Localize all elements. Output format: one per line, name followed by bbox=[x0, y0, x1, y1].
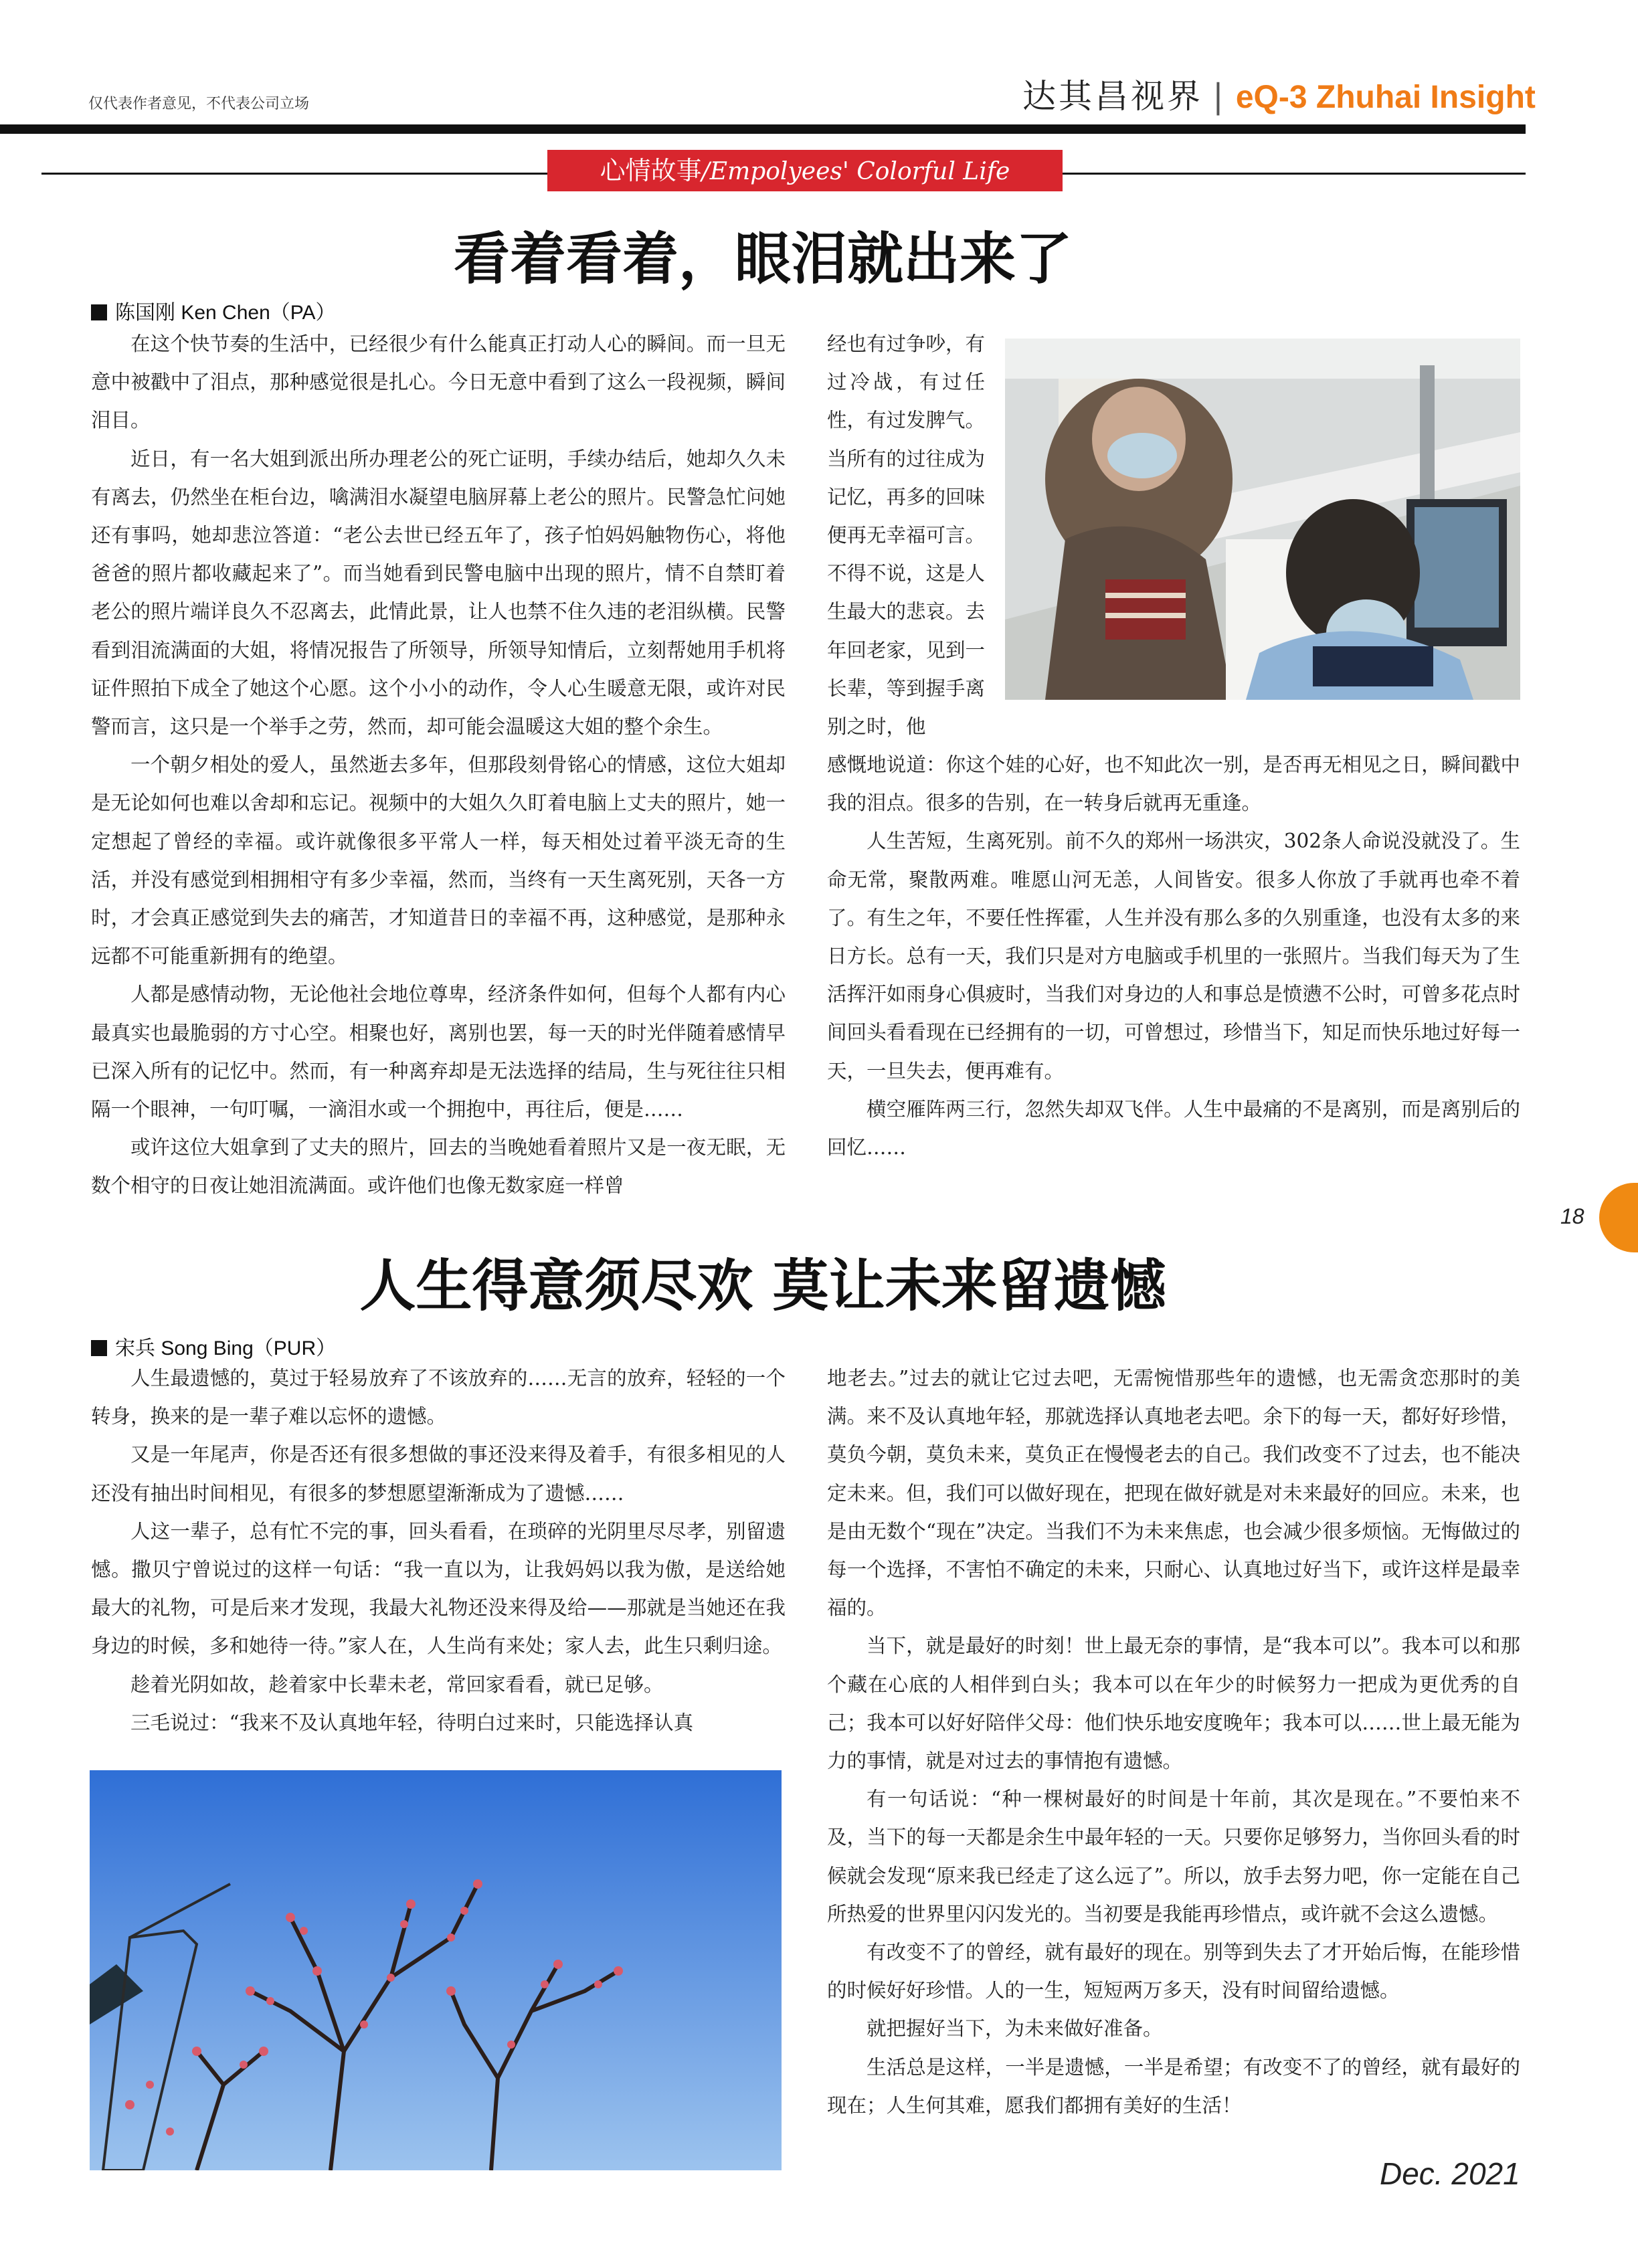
disclaimer: 仅代表作者意见，不代表公司立场 bbox=[88, 95, 310, 112]
paragraph: 当下，就是最好的时刻！世上最无奈的事情，是“我本可以”。我本可以和那个藏在心底的人相伴到白头；我本可以在年少的时候努力一把成为更优秀的自己；我本可以好好陪伴父母：他们快乐地安度晚年；我本可以……世上最无能为力的事情，就是对过去的事情抱有遗憾。 bbox=[827, 1634, 1520, 1773]
paragraph: 三毛说过：“我来不及认真地年轻，待明白过来时，只能选择认真 bbox=[130, 1711, 694, 1734]
article2-title: 人生得意须尽欢 莫让未来留遗憾 bbox=[359, 1252, 1166, 1319]
brand-en: eQ-3 Zhuhai Insight bbox=[1235, 80, 1536, 115]
paragraph: 经也有过争吵，有过冷战，有过任性，有过发脾气。当所有的过往成为记忆，再多的回味便再无幸福可言。不得不说，这是人生最大的悲哀。去年回老家，见到一长辈，等到握手离别之时，他 bbox=[827, 333, 986, 739]
article1-author: 陈国刚 Ken Chen（PA） bbox=[115, 302, 336, 324]
article1-left-column bbox=[91, 325, 786, 1206]
brand-cn: 达其昌视界 bbox=[1022, 77, 1203, 116]
paragraph: 人生最遗憾的，莫过于轻易放弃了不该放弃的……无言的放弃，轻轻的一个转身，换来的是一辈子难以忘怀的遗憾。 bbox=[91, 1367, 786, 1428]
section-tag-en: /Empolyees' Colorful Life bbox=[701, 158, 1010, 185]
article1-title: 看着看着，眼泪就出来了 bbox=[453, 225, 1072, 292]
police-station-photo bbox=[1005, 339, 1520, 700]
byline-square-icon bbox=[91, 1340, 107, 1356]
paragraph: 就把握好当下，为未来做好准备。 bbox=[867, 2017, 1163, 2041]
article1-right-column bbox=[827, 746, 1520, 1167]
page-number: 18 bbox=[1560, 1204, 1584, 1228]
paragraph: 趁着光阴如故，趁着家中长辈未老，常回家看看，就已足够。 bbox=[130, 1673, 664, 1696]
paragraph: 人这一辈子，总有忙不完的事，回头看看，在琐碎的光阴里尽尽孝，别留遗憾。撒贝宁曾说过的这样一句话：“我一直以为，让我妈妈以我为傲，是送给她最大的礼物，可是后来才发现，我最大礼物还没来得及给——那就是当她还在我身边的时候，多和她待一待。”家人在，人生尚有来处；家人去，此生只剩归途。 bbox=[91, 1519, 786, 1658]
masthead-brand bbox=[1022, 70, 1536, 118]
paragraph: 又是一年尾声，你是否还有很多想做的事还没来得及着手，有很多相见的人还没有抽出时间相见，有很多的梦想愿望渐渐成为了遗憾…… bbox=[91, 1443, 786, 1505]
header-rule bbox=[0, 124, 1526, 134]
paragraph: 有改变不了的曾经，就有最好的现在。别等到失去了才开始后悔，在能珍惜的时候好好珍惜。人的一生，短短两万多天，没有时间留给遗憾。 bbox=[827, 1941, 1520, 2002]
section-tag bbox=[547, 150, 1063, 191]
paragraph: 人生苦短，生离死别。前不久的郑州一场洪灾，302条人命说没就没了。生命无常，聚散两难。唯愿山河无恙，人间皆安。很多人你放了手就再也牵不着了。有生之年，不要任性挥霍，人生并没有那么多的久别重逢，也没有太多的来日方长。总有一天，我们只是对方电脑或手机里的一张照片。当我们每天为了生活挥汗如雨身心俱疲时，当我们对身边的人和事总是愤懑不公时，可曾多花点时间回头看看现在已经拥有的一切，可曾想过，珍惜当下，知足而快乐地过好每一天，一旦失去，便再难有。 bbox=[827, 830, 1520, 1082]
brand-separator: | bbox=[1212, 77, 1226, 116]
article1-byline bbox=[91, 296, 336, 325]
page-tab bbox=[1599, 1183, 1638, 1252]
paragraph: 生活总是这样，一半是遗憾，一半是希望；有改变不了的曾经，就有最好的现在；人生何其难，愿我们都拥有美好的生活！ bbox=[827, 2055, 1520, 2117]
article1-photo bbox=[1005, 339, 1520, 700]
paragraph: 一个朝夕相处的爱人，虽然逝去多年，但那段刻骨铭心的情感，这位大姐却是无论如何也难以舍却和忘记。视频中的大姐久久盯着电脑上丈夫的照片，她一定想起了曾经的幸福。或许就像很多平常人一样，每天相处过着平淡无奇的生活，并没有感觉到相拥相守有多少幸福，然而，当终有一天生离死别，天各一方时，才会真正感觉到失去的痛苦，才知道昔日的幸福不再，这种感觉，是那种永远都不可能重新拥有的绝望。 bbox=[91, 753, 786, 968]
article2-author: 宋兵 Song Bing（PUR） bbox=[115, 1337, 337, 1359]
article2-byline bbox=[91, 1331, 336, 1361]
paragraph: 横空雁阵两三行，忽然失却双飞伴。人生中最痛的不是离别，而是离别后的回忆…… bbox=[827, 1097, 1520, 1159]
paragraph: 地老去。”过去的就让它过去吧，无需惋惜那些年的遗憾，也无需贪恋那时的美满。来不及认真地年轻，那就选择认真地老去吧。余下的每一天，都好好珍惜，莫负今朝，莫负未来，莫负正在慢慢老去的自己。我们改变不了过去，也不能决定未来。但，我们可以做好现在，把现在做好就是对未来最好的回应。未来，也是由无数个“现在”决定。当我们不为未来焦虑，也会减少很多烦恼。无悔做过的每一个选择，不害怕不确定的未来，只耐心、认真地过好当下，或许这样是最幸福的。 bbox=[827, 1367, 1520, 1620]
paragraph: 在这个快节奏的生活中，已经很少有什么能真正打动人心的瞬间。而一旦无意中被戳中了泪点，那种感觉很是扎心。今日无意中看到了这么一段视频，瞬间泪目。 bbox=[91, 333, 786, 432]
blossom-trees-photo bbox=[90, 1770, 782, 2170]
article2-right-column bbox=[827, 1359, 1520, 2125]
paragraph: 近日，有一名大姐到派出所办理老公的死亡证明，手续办结后，她却久久未有离去，仍然坐在柜台边，噙满泪水凝望电脑屏幕上老公的照片。民警急忙问她还有事吗，她却悲泣答道：“老公去世已经五年了，孩子怕妈妈触物伤心，将他爸爸的照片都收藏起来了”。而当她看到民警电脑中出现的照片，情不自禁盯着老公的照片端详良久不忍离去，此情此景，让人也禁不住久违的老泪纵横。民警看到泪流满面的大姐，将情况报告了所领导，所领导知情后，立刻帮她用手机将证件照拍下成全了她这个心愿。这个小小的动作，令人心生暖意无限，或许对民警而言，这只是一个举手之劳，然而，却可能会温暖这大姐的整个余生。 bbox=[91, 447, 786, 739]
article1-right-narrow bbox=[827, 325, 985, 746]
paragraph: 人都是感情动物，无论他社会地位尊卑，经济条件如何，但每个人都有内心最真实也最脆弱的方寸心空。相聚也好，离别也罢，每一天的时光伴随着感情早已深入所有的记忆中。然而，有一种离弃却是无法选择的结局，生与死往往只相隔一个眼神，一句叮嘱，一滴泪水或一个拥抱中，再往后，便是…… bbox=[91, 983, 786, 1121]
paragraph: 感慨地说道：你这个娃的心好，也不知此次一别，是否再无相见之日，瞬间戳中我的泪点。很多的告别，在一转身后就再无重逢。 bbox=[827, 753, 1520, 815]
paragraph: 或许这位大姐拿到了丈夫的照片，回去的当晚她看着照片又是一夜无眠，无数个相守的日夜让她泪流满面。或许他们也像无数家庭一样曾 bbox=[91, 1136, 786, 1198]
issue-date: Dec. 2021 bbox=[1380, 2156, 1520, 2191]
article2-left-column bbox=[91, 1359, 786, 1742]
section-tag-cn: 心情故事 bbox=[600, 156, 702, 185]
byline-square-icon bbox=[91, 304, 107, 320]
paragraph: 有一句话说：“种一棵树最好的时间是十年前，其次是现在。”不要怕来不及，当下的每一天都是余生中最年轻的一天。只要你足够努力，当你回头看的时候就会发现“原来我已经走了这么远了”。所以，放手去努力吧，你一定能在自己所热爱的世界里闪闪发光的。当初要是我能再珍惜点，或许就不会这么遗憾。 bbox=[827, 1788, 1520, 1925]
article2-photo bbox=[90, 1770, 782, 2170]
